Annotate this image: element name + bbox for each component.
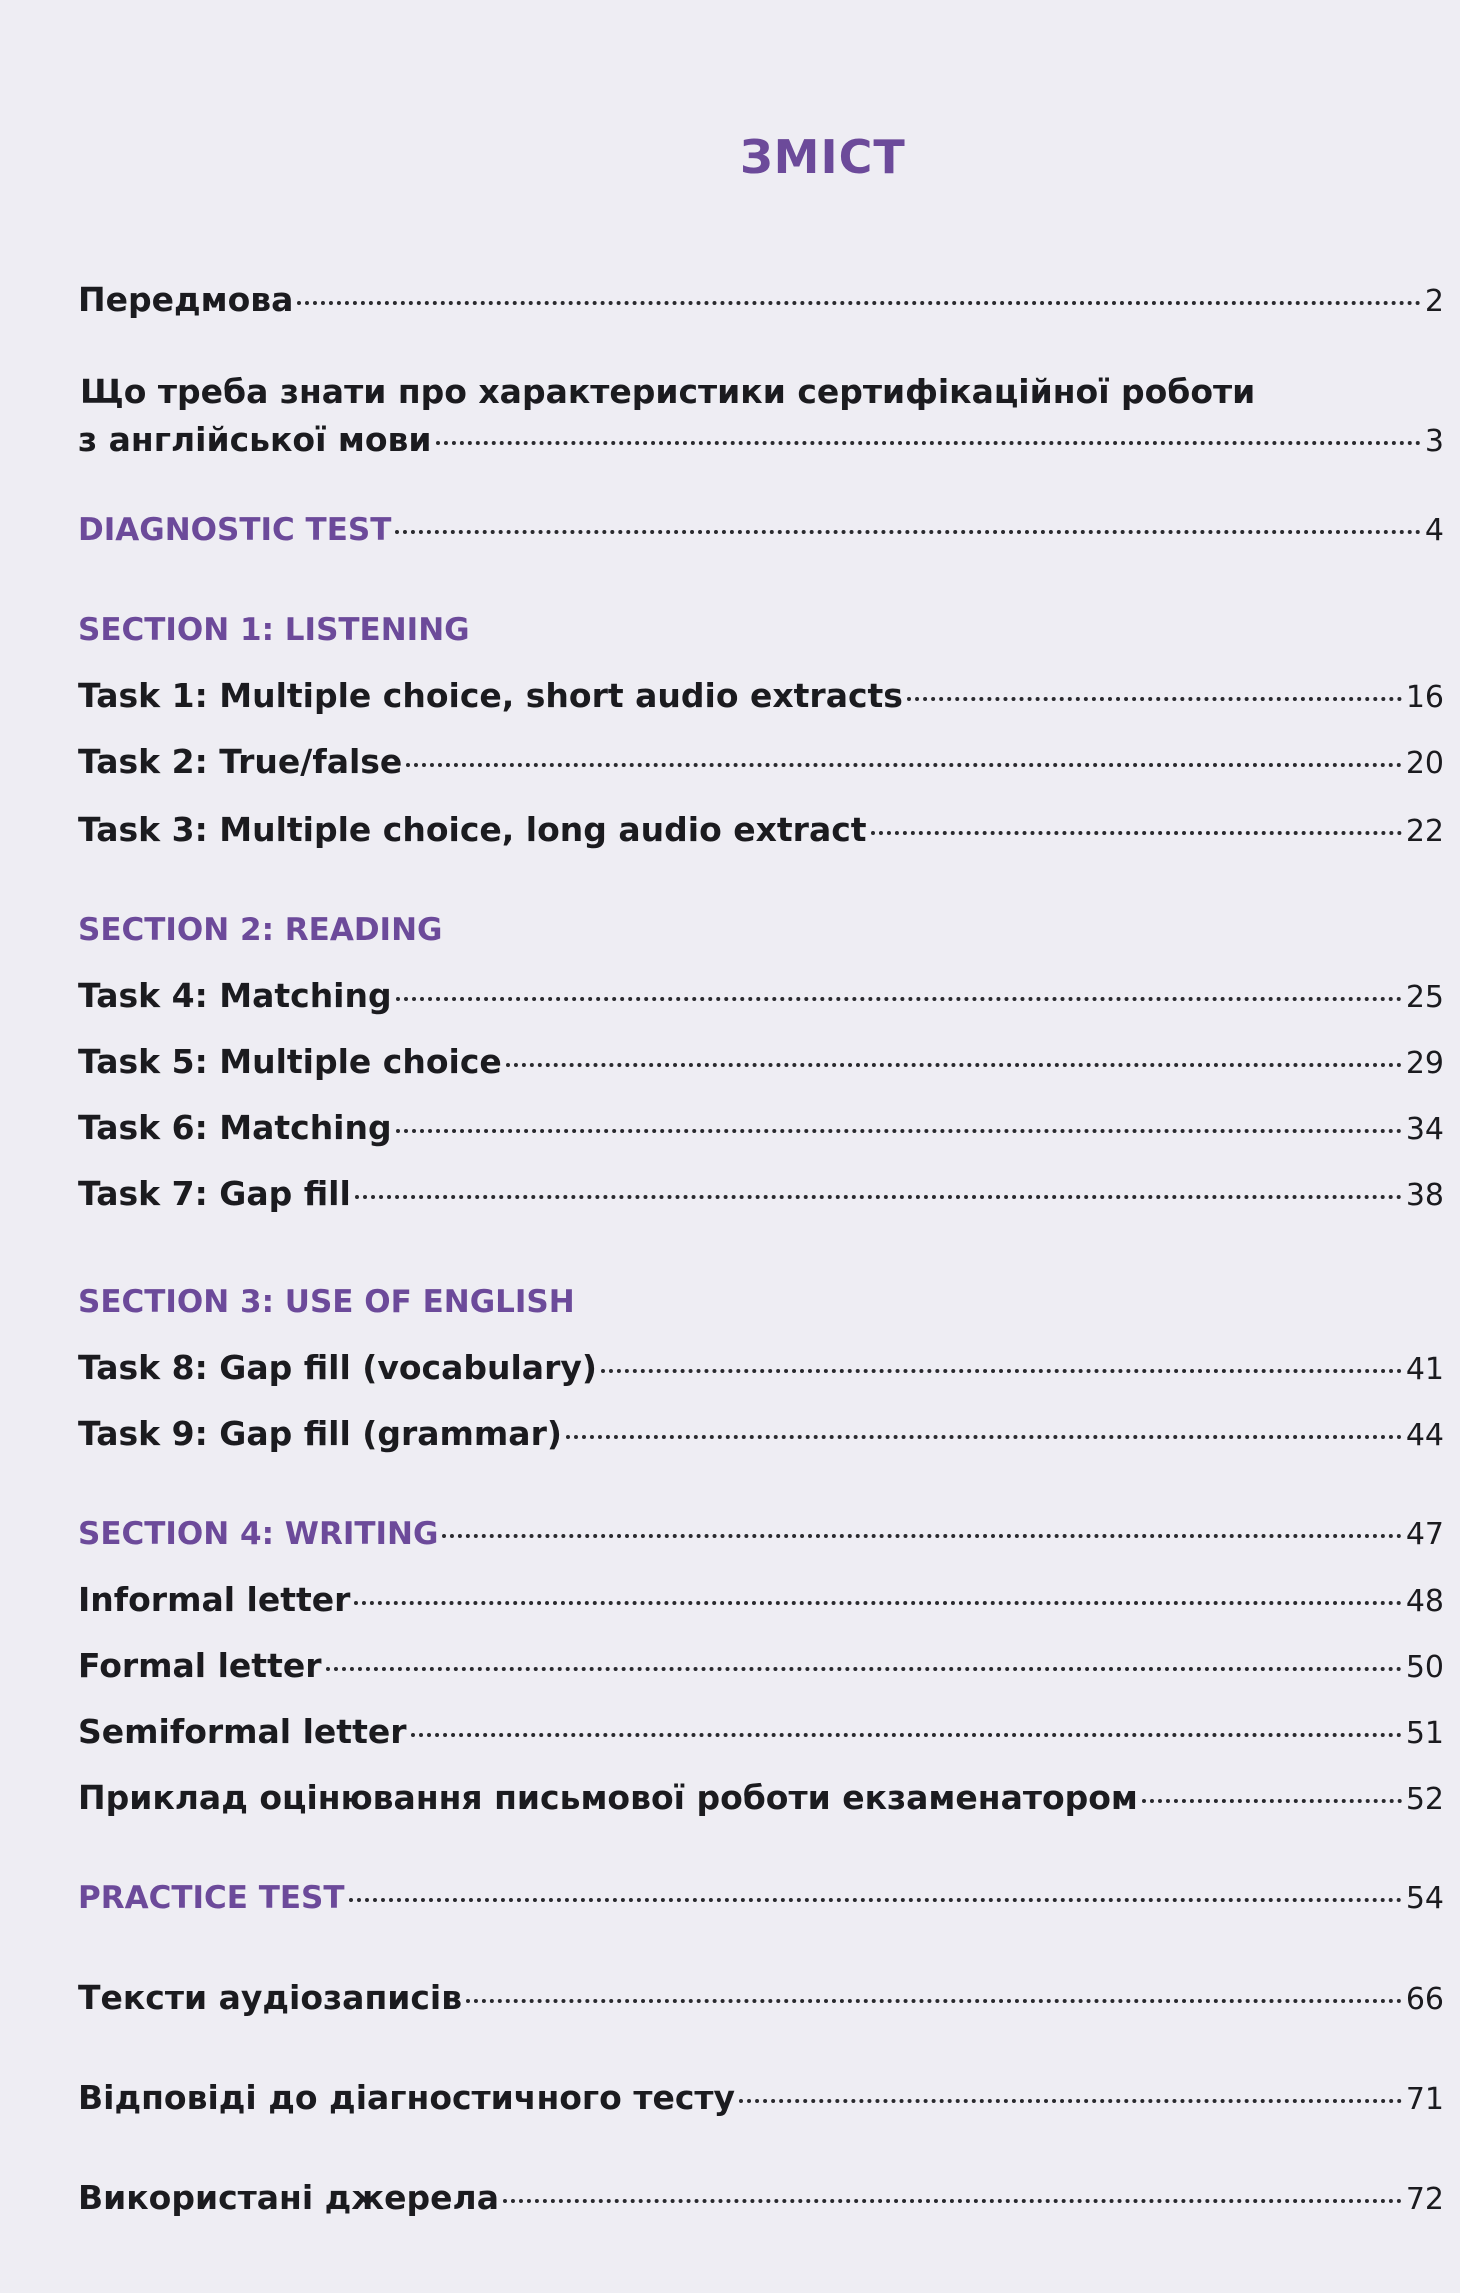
toc-label: Task 1: Multiple choice, short audio extracts (78, 676, 903, 715)
toc-entry-characteristics[interactable] (78, 418, 1444, 464)
toc-page: 16 (1405, 680, 1444, 715)
leader-dots (355, 1195, 1402, 1199)
toc-entry-task-5[interactable] (78, 1040, 1444, 1086)
toc-label: SECTION 4: WRITING (78, 1516, 439, 1552)
toc-label: Semiformal letter (78, 1712, 407, 1751)
toc-entry-practice-test[interactable] (78, 1876, 1444, 1921)
toc-page: 34 (1405, 1112, 1444, 1147)
page-title: ЗМІСТ (740, 130, 906, 184)
toc-entry-sources[interactable] (78, 2176, 1444, 2222)
toc-page: 48 (1405, 1584, 1444, 1619)
toc-entry-task-2[interactable] (78, 740, 1444, 786)
toc-label: Task 6: Matching (78, 1108, 392, 1147)
toc-label: Використані джерела (78, 2178, 499, 2217)
toc-label: Task 9: Gap fill (grammar) (78, 1414, 562, 1453)
leader-dots (1142, 1799, 1402, 1803)
toc-label: Тексти аудіозаписів (78, 1978, 463, 2017)
toc-page: 51 (1405, 1716, 1444, 1751)
toc-entry-audio-scripts[interactable] (78, 1976, 1444, 2022)
toc-entry-task-7[interactable] (78, 1172, 1444, 1218)
section-heading-listening[interactable]: SECTION 1: LISTENING (78, 612, 470, 648)
leader-dots (442, 1534, 1401, 1538)
toc-entry-task-8[interactable] (78, 1346, 1444, 1392)
toc-label: Formal letter (78, 1646, 322, 1685)
toc-entry-semiformal-letter[interactable] (78, 1710, 1444, 1756)
toc-entry-task-9[interactable] (78, 1412, 1444, 1458)
toc-page: 4 (1424, 513, 1444, 548)
toc-label: Informal letter (78, 1580, 351, 1619)
toc-page: 38 (1405, 1178, 1444, 1213)
toc-entry-writing[interactable] (78, 1512, 1444, 1557)
toc-entry-preface[interactable] (78, 278, 1444, 324)
leader-dots (396, 997, 1402, 1001)
toc-label-line1: Що треба знати про характеристики сертифікаційної роботи (80, 372, 1256, 411)
toc-entry-informal-letter[interactable] (78, 1578, 1444, 1624)
toc-label: Task 5: Multiple choice (78, 1042, 502, 1081)
leader-dots (907, 697, 1402, 701)
section-heading-use-of-english[interactable]: SECTION 3: USE OF ENGLISH (78, 1284, 575, 1320)
toc-label: Передмова (78, 280, 294, 319)
leader-dots (326, 1667, 1402, 1671)
leader-dots (349, 1898, 1402, 1902)
toc-page: 25 (1405, 980, 1444, 1015)
toc-page: 44 (1405, 1418, 1444, 1453)
toc-entry-task-1[interactable] (78, 674, 1444, 720)
section-heading-reading[interactable]: SECTION 2: READING (78, 912, 443, 948)
leader-dots (739, 2099, 1402, 2103)
toc-page: 3 (1424, 424, 1444, 459)
toc-entry-diagnostic-test[interactable] (78, 508, 1444, 553)
toc-entry-task-6[interactable] (78, 1106, 1444, 1152)
toc-label: Task 3: Multiple choice, long audio extract (78, 810, 867, 849)
leader-dots (601, 1369, 1402, 1373)
toc-entry-task-4[interactable] (78, 974, 1444, 1020)
leader-dots (871, 831, 1402, 835)
toc-entry-answers[interactable] (78, 2076, 1444, 2122)
toc-label: Task 8: Gap fill (vocabulary) (78, 1348, 597, 1387)
toc-label: Task 4: Matching (78, 976, 392, 1015)
leader-dots (566, 1435, 1402, 1439)
toc-page: 66 (1405, 1982, 1444, 2017)
leader-dots (297, 301, 1420, 305)
toc-label: DIAGNOSTIC TEST (78, 512, 392, 548)
toc-page: 47 (1405, 1517, 1444, 1552)
toc-page: 20 (1405, 746, 1444, 781)
leader-dots (396, 1129, 1402, 1133)
toc-label: Task 2: True/false (78, 742, 403, 781)
toc-page: 52 (1405, 1782, 1444, 1817)
toc-label: Приклад оцінювання письмової роботи екзаменатором (78, 1778, 1138, 1817)
toc-label: PRACTICE TEST (78, 1880, 345, 1916)
leader-dots (354, 1601, 1401, 1605)
toc-page: 71 (1405, 2082, 1444, 2117)
toc-page: 22 (1405, 814, 1444, 849)
leader-dots (411, 1733, 1402, 1737)
toc-label: Task 7: Gap fill (78, 1174, 351, 1213)
leader-dots (395, 530, 1421, 534)
toc-entry-task-3[interactable] (78, 808, 1444, 854)
toc-label: Відповіді до діагностичного тесту (78, 2078, 736, 2117)
toc-entry-assessment-example[interactable] (78, 1776, 1444, 1822)
leader-dots (406, 763, 1402, 767)
leader-dots (503, 2199, 1402, 2203)
toc-page: 72 (1405, 2182, 1444, 2217)
toc-page: 29 (1405, 1046, 1444, 1081)
toc-page: 54 (1405, 1881, 1444, 1916)
leader-dots (466, 1999, 1402, 2003)
toc-page: 2 (1424, 284, 1444, 319)
leader-dots (436, 441, 1421, 445)
toc-page: 50 (1405, 1650, 1444, 1685)
leader-dots (506, 1063, 1402, 1067)
toc-page: 41 (1405, 1352, 1444, 1387)
toc-entry-formal-letter[interactable] (78, 1644, 1444, 1690)
toc-label: з англійської мови (78, 420, 432, 459)
